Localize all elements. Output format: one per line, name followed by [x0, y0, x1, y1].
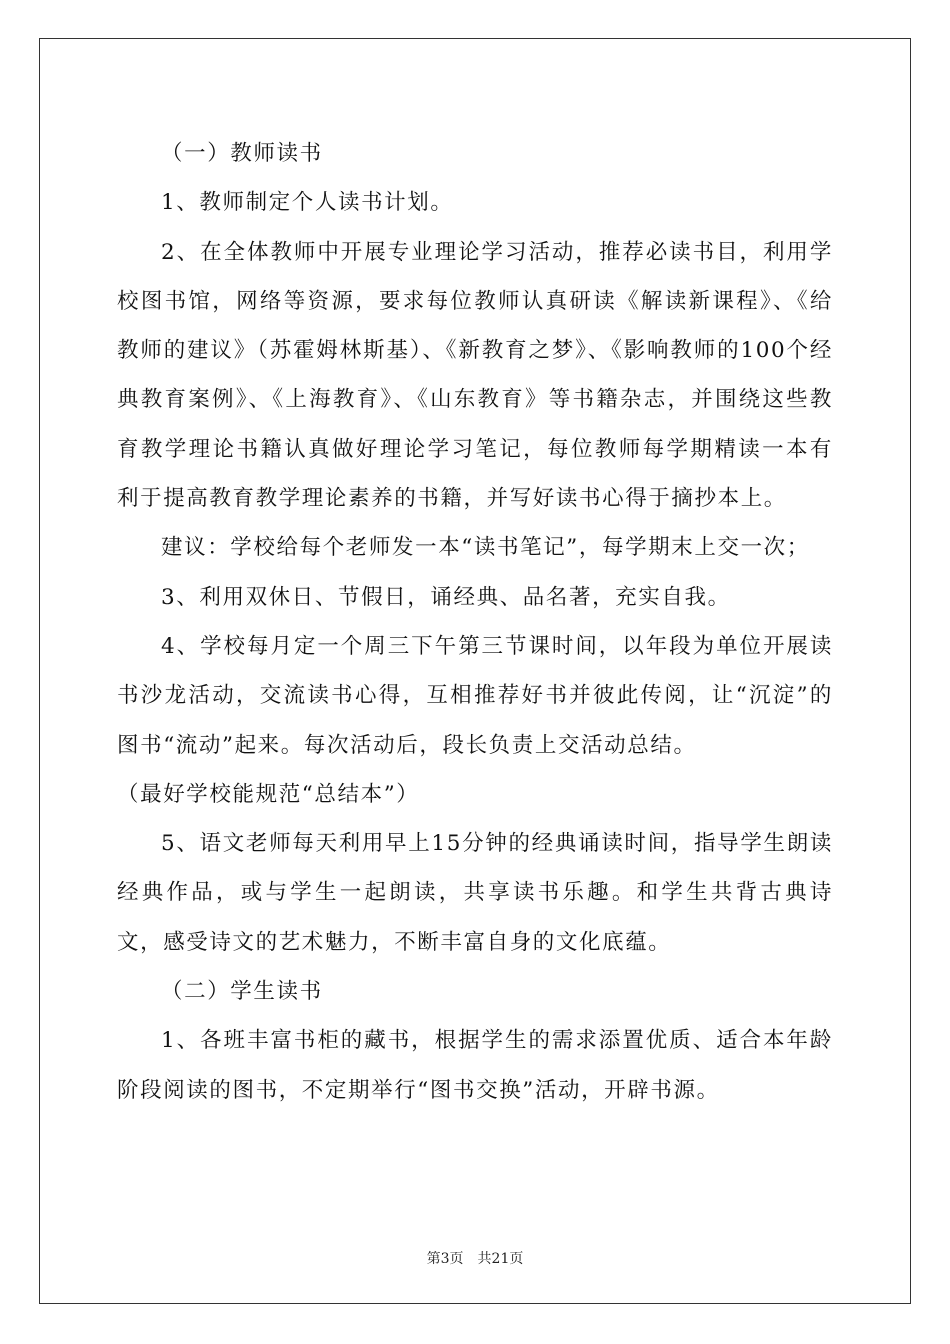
section-heading-student-reading: （二）学生读书	[161, 979, 323, 1005]
paragraph-theory-study: 2、在全体教师中开展专业理论学习活动，推荐必读书目，利用学校图书馆，网络等资源，要求每位教师认真研读《解读新课程》、《给教师的建议》（苏霍姆林斯基）、《新教育之梦》、《影响教师的100个经典教育案例》、《上海教育》、《山东教育》等书籍杂志，并围绕这些教育教学理论书籍认真做好理论学习笔记，每位教师每学期精读一本有利于提高教育教学理论素养的书籍，并写好读书心得于摘抄本上。	[117, 239, 833, 512]
paragraph-suggestion: 建议：学校给每个老师发一本“读书笔记”，每学期末上交一次；	[161, 535, 810, 561]
paragraph-note: （最好学校能规范“总结本”）	[117, 781, 420, 807]
total-pages: 共21页	[477, 1251, 524, 1267]
section-heading-teacher-reading: （一）教师读书	[161, 141, 323, 166]
paragraph-reading-salon: 4、学校每月定一个周三下午第三节课时间，以年段为单位开展读书沙龙活动，交流读书心得，互相推荐好书并彼此传阅，让“沉淀”的图书“流动”起来。每次活动后，段长负责上交活动总结。	[117, 633, 833, 758]
paragraph-reading-plan: 1、教师制定个人读书计划。	[161, 190, 454, 216]
page-number: 第3页	[426, 1251, 464, 1267]
page-footer	[0, 1248, 950, 1268]
paragraph-holiday-reading: 3、利用双休日、节假日，诵经典、品名著，充实自我。	[161, 584, 731, 610]
document-body	[117, 129, 833, 1115]
paragraph-class-bookshelf: 1、各班丰富书柜的藏书，根据学生的需求添置优质、适合本年龄阶段阅读的图书，不定期举行“图书交换”活动，开辟书源。	[117, 1028, 833, 1103]
paragraph-classic-recitation: 5、语文老师每天利用早上15分钟的经典诵读时间，指导学生朗读经典作品，或与学生一起朗读，共享读书乐趣。和学生共背古典诗文，感受诗文的艺术魅力，不断丰富自身的文化底蕴。	[117, 831, 833, 955]
